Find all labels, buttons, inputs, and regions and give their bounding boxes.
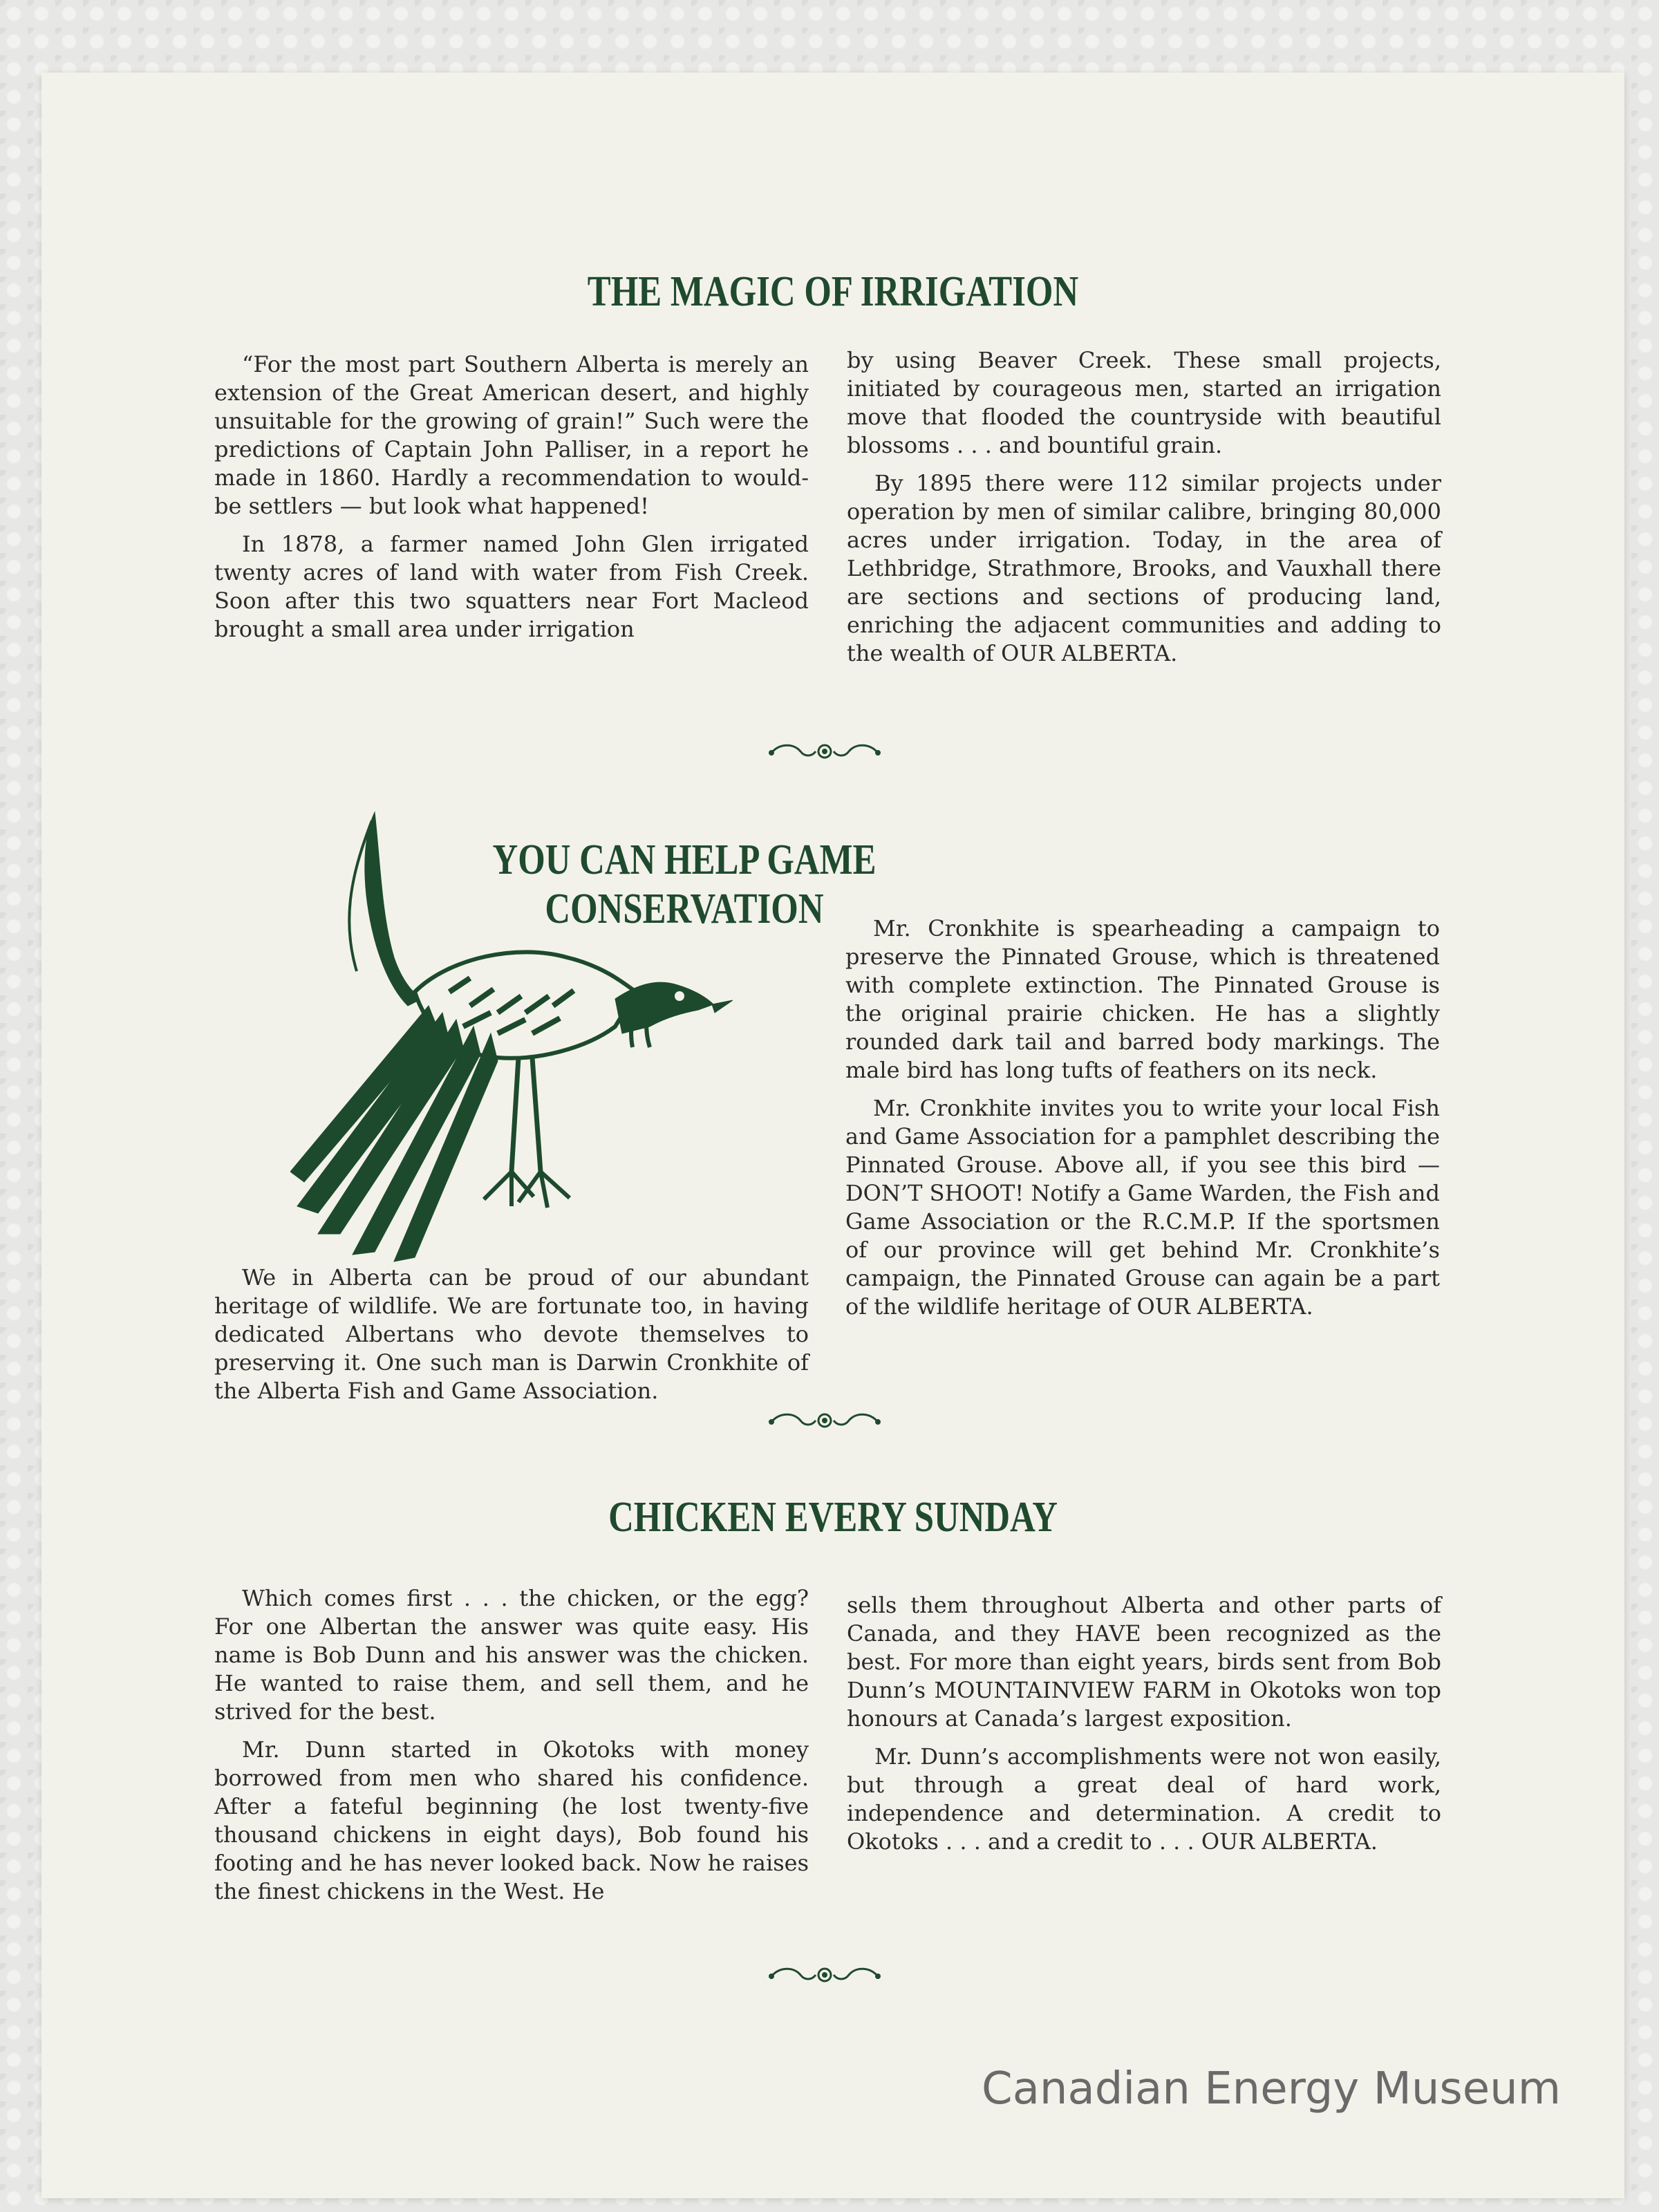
column-right-irrigation [847, 346, 1441, 677]
paragraph: by using Beaver Creek. These small projects, initiated by courageous men, started an irrigation move that flooded the countryside with beautiful blossoms . . . and bountiful grain. [847, 347, 1441, 458]
scroll-ornament-icon [766, 1407, 883, 1434]
column-left-conservation [214, 1264, 809, 1415]
section-title-conservation: YOU CAN HELP GAME CONSERVATION [492, 836, 877, 932]
paragraph: We in Alberta can be proud of our abundant heritage of wildlife. We are fortunate too, in having dedicated Albertans who devote themselves to preserving it. One such man is Darwin Cronkhite of the Alberta Fish and Game Association. [214, 1264, 809, 1404]
document-page [41, 73, 1624, 2198]
watermark-text: Canadian Energy Museum [982, 2063, 1562, 2115]
column-left-irrigation [214, 350, 809, 653]
pinnated-grouse-illustration [290, 785, 733, 1268]
column-right-chicken [847, 1591, 1441, 1866]
paragraph: sells them throughout Alberta and other parts of Canada, and they HAVE been recognized as the best. For more than eight years, birds sent from Bob Dunn’s MOUNTAINVIEW FARM in Okotoks won top honours at Canada’s largest exposition. [847, 1592, 1441, 1732]
section-title-irrigation: THE MAGIC OF IRRIGATION [587, 268, 1079, 315]
paragraph: Mr. Cronkhite invites you to write your local Fish and Game Association for a pamphlet describing the Pinnated Grouse. Above all, if you see this bird — DON’T SHOOT! Notify a Game Warden, the Fish and Game Association or the R.C.M.P. If the sportsmen of our province will get behind Mr. Cronkhite’s campaign, the Pinnated Grouse can again be a part of the wildlife heritage of OUR ALBERTA. [845, 1095, 1440, 1320]
scroll-ornament-icon [766, 738, 883, 765]
scroll-ornament-icon [766, 1961, 883, 1989]
paragraph: Mr. Dunn started in Okotoks with money borrowed from men who shared his confidence. After a fateful beginning (he lost twenty-five thousand chickens in eight days), Bob found his footing and he has never looked back. Now he raises the finest chickens in the West. He [214, 1736, 809, 1904]
paragraph: Mr. Cronkhite is spearheading a campaign to preserve the Pinnated Grouse, which is threatened with complete extinction. The Pinnated Grouse is the original prairie chicken. He has a slightly rounded dark tail and barred body markings. The male bird has long tufts of feathers on its neck. [845, 915, 1440, 1083]
paragraph: By 1895 there were 112 similar projects under operation by men of similar calibre, bringing 80,000 acres under irrigation. Today, in the area of Lethbridge, Strathmore, Brooks, and Vauxhall there are sections and sections of producing land, enriching the adjacent communities and adding to the wealth of OUR ALBERTA. [847, 470, 1441, 666]
column-left-chicken [214, 1584, 809, 1915]
section-title-chicken: CHICKEN EVERY SUNDAY [608, 1494, 1058, 1541]
column-right-conservation [845, 915, 1440, 1331]
paragraph: Mr. Dunn’s accomplishments were not won easily, but through a great deal of hard work, independence and determination. A credit to Okotoks . . . and a credit to . . . OUR ALBERTA. [847, 1743, 1441, 1855]
paragraph: In 1878, a farmer named John Glen irrigated twenty acres of land with water from Fish Creek. Soon after this two squatters near Fort Macleod brought a small area under irrigation [214, 531, 809, 642]
paragraph: Which comes first . . . the chicken, or the egg? For one Albertan the answer was quite easy. His name is Bob Dunn and his answer was the chicken. He wanted to raise them, and sell them, and he strived for the best. [214, 1585, 809, 1725]
paragraph: “For the most part Southern Alberta is merely an extension of the Great American desert, and highly unsuitable for the growing of grain!” Such were the predictions of Captain John Palliser, in a report he made in 1860. Hardly a recommendation to would-be settlers — but look what happened! [214, 351, 809, 519]
